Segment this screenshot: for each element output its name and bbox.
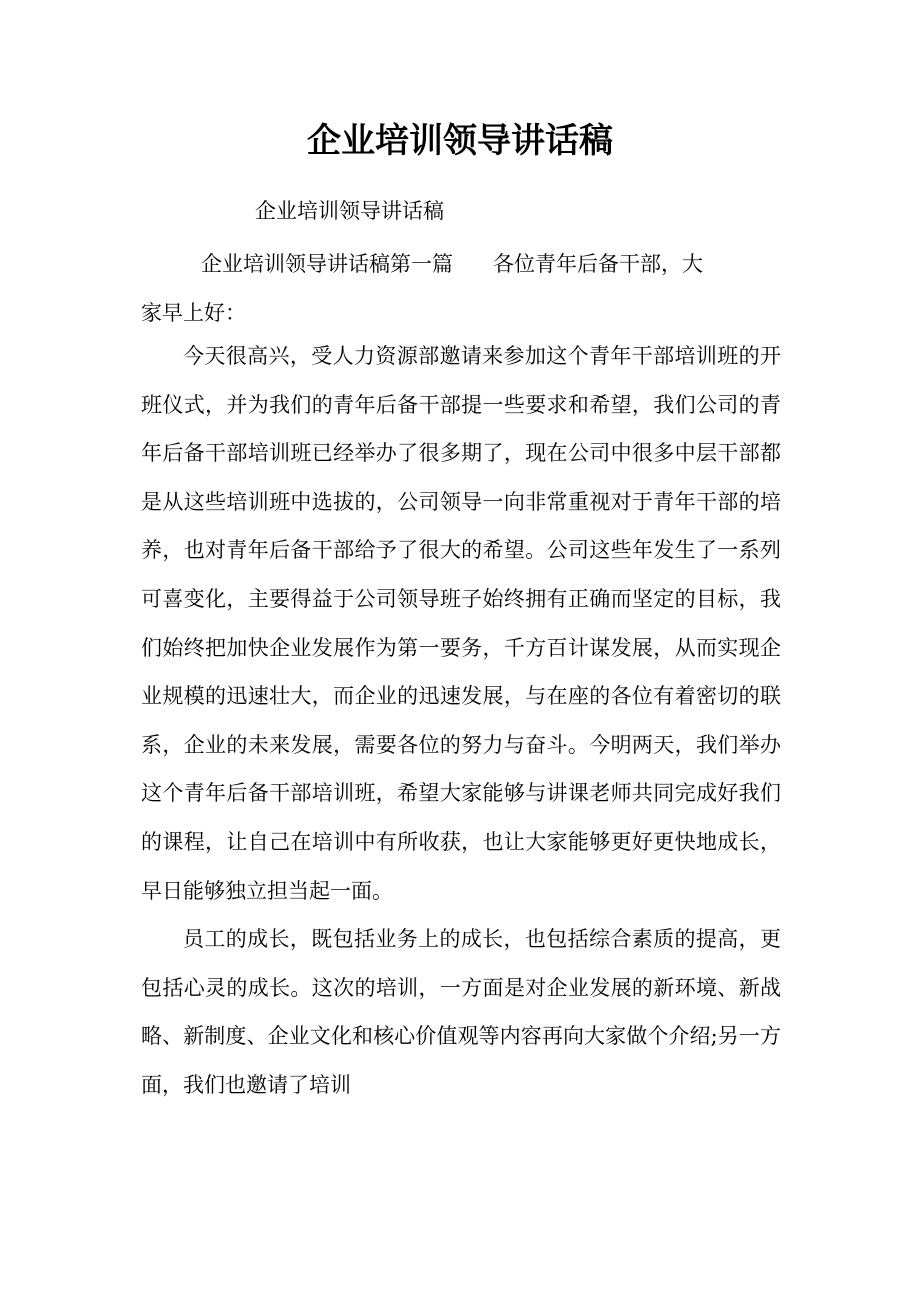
document-title: 企业培训领导讲话稿 <box>307 121 613 161</box>
document-subtitle: 企业培训领导讲话稿 <box>255 199 444 223</box>
intro-greeting-end: 家早上好： <box>141 301 246 325</box>
intro-greeting-start: 各位青年后备干部，大 <box>493 252 703 276</box>
body-paragraph-1: 今天很高兴，受人力资源部邀请来参加这个青年干部培训班的开班仪式，并为我们的青年后备干部提一些要求和希望，我们公司的青年后备干部培训班已经举办了很多期了，现在公司中很多中层干部都是从这些培训班中选拔的，公司领导一向非常重视对于青年干部的培养，也对青年后备干部给予了很大的希望。公司这些年发生了一系列可喜变化，主要得益于公司领导班子始终拥有正确而坚定的目标，我们始终把加快企业发展作为第一要务，千方百计谋发展，从而实现企业规模的迅速壮大，而企业的迅速发展，与在座的各位有着密切的联系，企业的未来发展，需要各位的努力与奋斗。今明两天，我们举办这个青年后备干部培训班，希望大家能够与讲课老师共同完成好我们的课程，让自己在培训中有所收获，也让大家能够更好更快地成长，早日能够独立担当起一面。 <box>141 344 781 903</box>
document-body <box>141 332 781 1110</box>
intro-lead: 企业培训领导讲话稿第一篇 <box>201 252 453 276</box>
body-paragraph-2: 员工的成长，既包括业务上的成长，也包括综合素质的提高，更包括心灵的成长。这次的培训，一方面是对企业发展的新环境、新战略、新制度、企业文化和核心价值观等内容再向大家做个介绍;另一方面，我们也邀请了培训 <box>141 927 781 1097</box>
intro-line <box>141 240 781 338</box>
